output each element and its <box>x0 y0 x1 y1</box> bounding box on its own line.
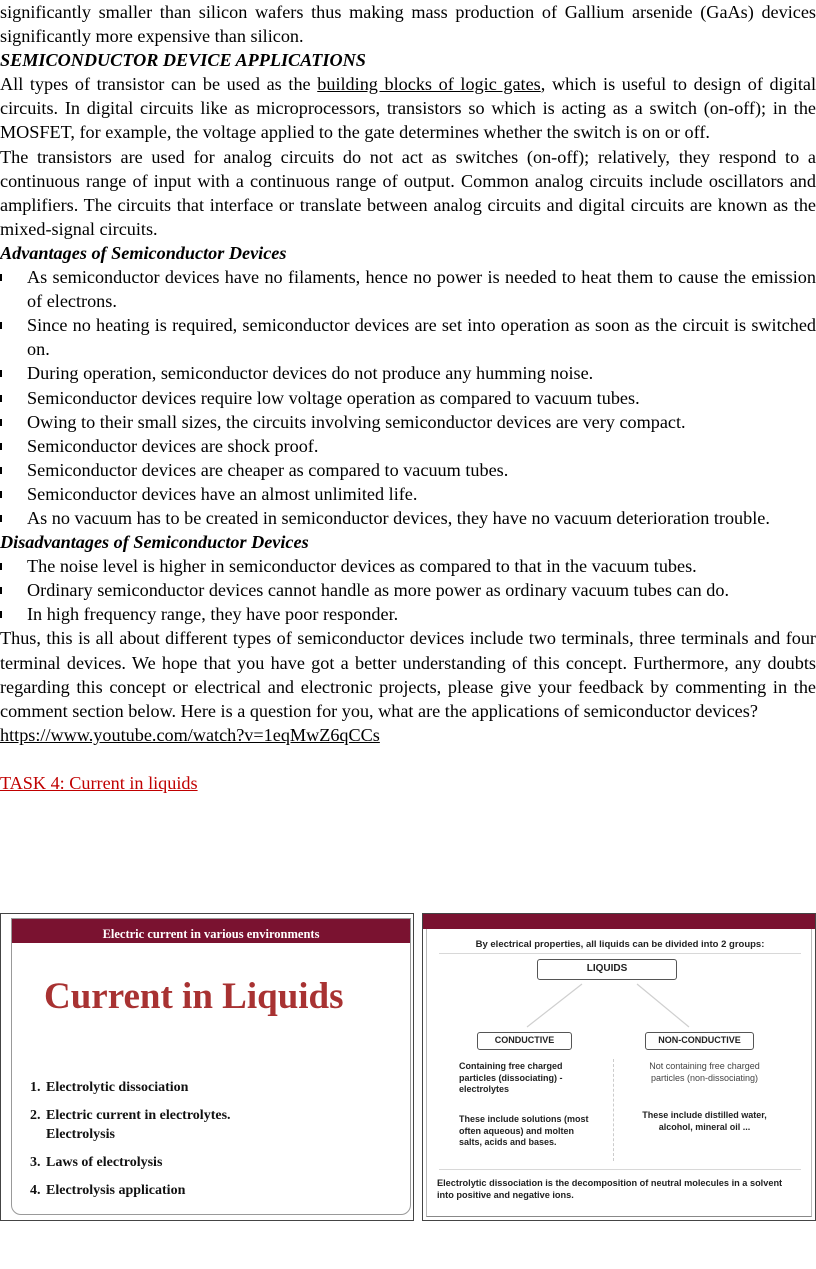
item-text: Electrolytic dissociation <box>46 1080 189 1095</box>
list-item: Ordinary semiconductor devices cannot handle as more power as ordinary vacuum tubes can do. <box>0 578 816 602</box>
slide-title-frame <box>11 918 411 1215</box>
conductive-examples: These include solutions (most often aqueous) and molten salts, acids and bases. <box>459 1114 589 1147</box>
arrow-left <box>527 984 582 1027</box>
video-link[interactable]: https://www.youtube.com/watch?v=1eqMwZ6qCCs <box>0 724 380 745</box>
slide-classification-frame <box>426 929 812 1217</box>
column-divider <box>613 1059 614 1161</box>
list-item: As semiconductor devices have no filaments, hence no power is needed to heat them to cause the emission of electrons. <box>0 265 816 313</box>
item-text: Electrolysis application <box>46 1182 186 1198</box>
disadvantages-heading: Disadvantages of Semiconductor Devices <box>0 532 309 553</box>
list-item: The noise level is higher in semiconductor devices as compared to that in the vacuum tubes. <box>0 554 816 578</box>
non-conductive-box: NON-CONDUCTIVE <box>645 1032 754 1050</box>
list-item <box>30 1107 251 1144</box>
applications-text-pre: All types of transistor can be used as the <box>0 74 318 95</box>
conductive-description: Containing free charged particles (dissociating) - electrolytes <box>459 1061 563 1094</box>
item-number: 3. <box>30 1154 41 1170</box>
intro-paragraph: significantly smaller than silicon wafers thus making mass production of Gallium arsenide (GaAs) devices significantly more expensive than silicon. <box>0 2 816 47</box>
list-item: Semiconductor devices are cheaper as compared to vacuum tubes. <box>0 458 816 482</box>
slide-footer-definition: Electrolytic dissociation is the decomposition of neutral molecules in a solvent into positive and negative ions. <box>437 1178 783 1200</box>
list-item <box>30 1079 251 1098</box>
item-number: 4. <box>30 1182 41 1198</box>
item-text: Laws of electrolysis <box>46 1154 163 1170</box>
slide-title <box>0 913 414 1221</box>
slide-main-title: Current in Liquids <box>44 976 344 1017</box>
slide-title-header: Electric current in various environments <box>12 919 410 943</box>
liquids-box: LIQUIDS <box>537 959 677 980</box>
item-number: 2. <box>30 1108 41 1123</box>
conductive-box: CONDUCTIVE <box>477 1032 572 1050</box>
list-item: Semiconductor devices are shock proof. <box>0 434 816 458</box>
item-number: 1. <box>30 1080 41 1095</box>
disadvantages-list <box>0 554 816 626</box>
slide-topic-list <box>30 1079 251 1210</box>
applications-heading: SEMICONDUCTOR DEVICE APPLICATIONS <box>0 50 366 71</box>
video-link-line <box>0 723 816 747</box>
list-item: As no vacuum has to be created in semiconductor devices, they have no vacuum deterioration trouble. <box>0 506 816 530</box>
list-item <box>30 1182 251 1201</box>
arrow-right <box>637 984 689 1027</box>
list-item: Semiconductor devices have an almost unlimited life. <box>0 482 816 506</box>
divider <box>439 1169 801 1170</box>
task-heading-line <box>0 771 816 795</box>
list-item: Semiconductor devices require low voltage operation as compared to vacuum tubes. <box>0 386 816 410</box>
slides-figure <box>0 913 816 1223</box>
item-text: Electric current in electrolytes. Electrolysis <box>46 1108 231 1142</box>
slide-intro: By electrical properties, all liquids can be divided into 2 groups: <box>475 939 765 950</box>
non-conductive-examples: These include distilled water, alcohol, mineral oil ... <box>642 1110 767 1132</box>
slide-classification-header <box>423 914 815 929</box>
list-item: In high frequency range, they have poor responder. <box>0 602 816 626</box>
list-item <box>30 1154 251 1173</box>
conclusion-paragraph: Thus, this is all about different types of semiconductor devices include two terminals, three terminals and four terminal devices. We hope that you have got a better understanding of this concept. Furthermore, any doubts regarding this concept or electrical and electronic projects, please give your feedback by commenting in the comment section below. Here is a question for you, what are the applications of semiconductor devices? <box>0 628 816 721</box>
list-item: During operation, semiconductor devices do not produce any humming noise. <box>0 361 816 385</box>
task-heading[interactable]: TASK 4: Current in liquids <box>0 773 198 793</box>
list-item: Since no heating is required, semiconductor devices are set into operation as soon as the circuit is switched on. <box>0 313 816 361</box>
logic-gates-link[interactable]: building blocks of logic gates <box>317 74 541 95</box>
spacer <box>0 747 816 771</box>
arrows <box>427 929 813 1039</box>
list-item: Owing to their small sizes, the circuits involving semiconductor devices are very compact. <box>0 410 816 434</box>
applications-paragraph-2: The transistors are used for analog circuits do not act as switches (on-off); relatively, they respond to a continuous range of input with a continuous range of output. Common analog circuits include oscillators and amplifiers. The circuits that interface or translate between analog circuits and digital circuits are known as the mixed-signal circuits. <box>0 146 816 239</box>
applications-paragraph-1 <box>0 72 816 144</box>
non-conductive-description: Not containing free charged particles (non-dissociating) <box>649 1061 760 1083</box>
applications-text-post: , which is useful to design of digital circuits. In digital circuits like as microprocessors, transistors so which is acting as a switch (on-off); in the MOSFET, for example, the voltage applied to the gate determines whether the switch is on or off. <box>0 74 816 143</box>
advantages-list <box>0 265 816 530</box>
slide-classification <box>422 913 816 1221</box>
advantages-heading: Advantages of Semiconductor Devices <box>0 242 287 263</box>
